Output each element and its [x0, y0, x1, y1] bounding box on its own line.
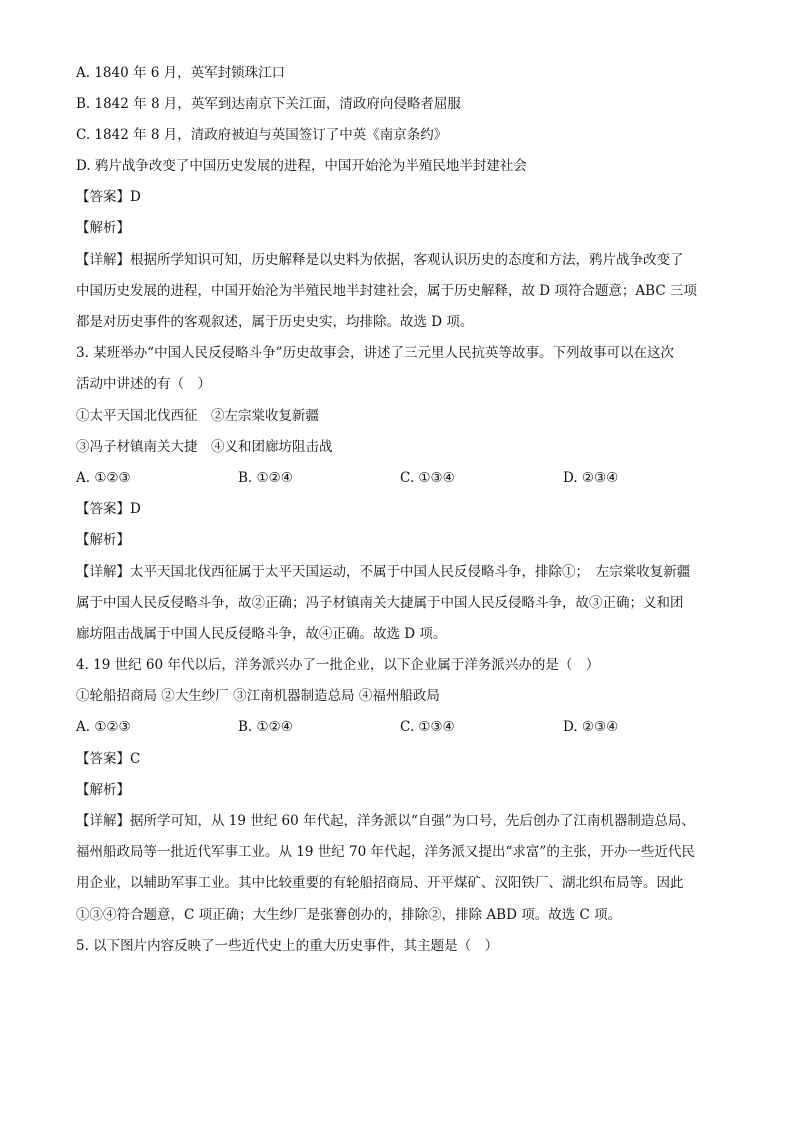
q4-option-b: B. ①②④: [238, 719, 293, 735]
q3-items-line: ③冯子材镇南关大捷 ④义和团廊坊阻击战: [76, 439, 333, 455]
q4-detail-line: 福州船政局等一批近代军事工业。从 19 世纪 70 年代起，洋务派又提出“求富”的主张，开办一些近代民: [76, 844, 695, 860]
q3-stem-line: 3. 某班举办“中国人民反侵略斗争”历史故事会，讲述了三元里人民抗英等故事。下列故事可以在这次: [76, 345, 674, 361]
q4-analysis-label: 【解析】: [76, 782, 130, 798]
q2-option-b: B. 1842 年 8 月，英军到达南京下关江面，清政府向侵略者屈服: [76, 96, 461, 112]
q2-answer: 【答案】D: [76, 189, 141, 205]
q3-detail-line: 属于中国人民反侵略斗争，故②正确；冯子材镇南关大捷属于中国人民反侵略斗争，故③正确；义和团: [76, 595, 684, 611]
q4-option-c: C. ①③④: [400, 719, 455, 735]
q3-option-c: C. ①③④: [400, 470, 455, 486]
q3-detail-line: 廊坊阻击战属于中国人民反侵略斗争，故④正确。故选 D 项。: [76, 626, 447, 642]
q4-detail-line: ①③④符合题意，C 项正确；大生纱厂是张謇创办的，排除②，排除 ABD 项。故选 C 项。: [76, 907, 622, 923]
q4-detail-line: 【详解】据所学可知，从 19 世纪 60 年代起，洋务派以“自强”为口号，先后创办了江南机器制造总局、: [76, 813, 695, 829]
q5-stem: 5. 以下图片内容反映了一些近代史上的重大历史事件，其主题是（ ）: [76, 938, 499, 954]
q3-answer: 【答案】D: [76, 501, 141, 517]
q2-analysis-label: 【解析】: [76, 220, 130, 236]
q2-detail-line: 【详解】根据所学知识可知，历史解释是以史料为依据，客观认识历史的态度和方法，鸦片战争改变了: [76, 252, 684, 268]
q3-analysis-label: 【解析】: [76, 532, 130, 548]
q2-option-a: A. 1840 年 6 月，英军封锁珠江口: [76, 65, 286, 81]
q2-detail-line: 都是对历史事件的客观叙述，属于历史史实，均排除。故选 D 项。: [76, 314, 474, 330]
q3-stem-line: 活动中讲述的有（ ）: [76, 376, 211, 392]
q4-option-d: D. ②③④: [563, 719, 619, 735]
q3-detail-line: 【详解】太平天国北伐西征属于太平天国运动，不属于中国人民反侵略斗争，排除①； 左宗棠收复新疆: [76, 564, 691, 580]
q4-option-a: A. ①②③: [76, 719, 131, 735]
q4-stem: 4. 19 世纪 60 年代以后，洋务派兴办了一批企业，以下企业属于洋务派兴办的是（ ）: [76, 657, 600, 673]
q2-option-d: D. 鸦片战争改变了中国历史发展的进程，中国开始沦为半殖民地半封建社会: [76, 158, 527, 174]
q4-detail-line: 用企业，以辅助军事工业。其中比较重要的有轮船招商局、开平煤矿、汉阳铁厂、湖北织布局等。因此: [76, 875, 684, 891]
q4-answer: 【答案】C: [76, 751, 141, 767]
q3-option-a: A. ①②③: [76, 470, 131, 486]
q3-option-b: B. ①②④: [238, 470, 293, 486]
q3-items-line: ①太平天国北伐西征 ②左宗棠收复新疆: [76, 408, 319, 424]
q3-option-d: D. ②③④: [563, 470, 619, 486]
q4-items: ①轮船招商局 ②大生纱厂 ③江南机器制造总局 ④福州船政局: [76, 688, 440, 704]
q2-detail-line: 中国历史发展的进程，中国开始沦为半殖民地半封建社会，属于历史解释，故 D 项符合题意；ABC 三项: [76, 283, 697, 299]
q2-option-c: C. 1842 年 8 月，清政府被迫与英国签订了中英《南京条约》: [76, 127, 448, 143]
